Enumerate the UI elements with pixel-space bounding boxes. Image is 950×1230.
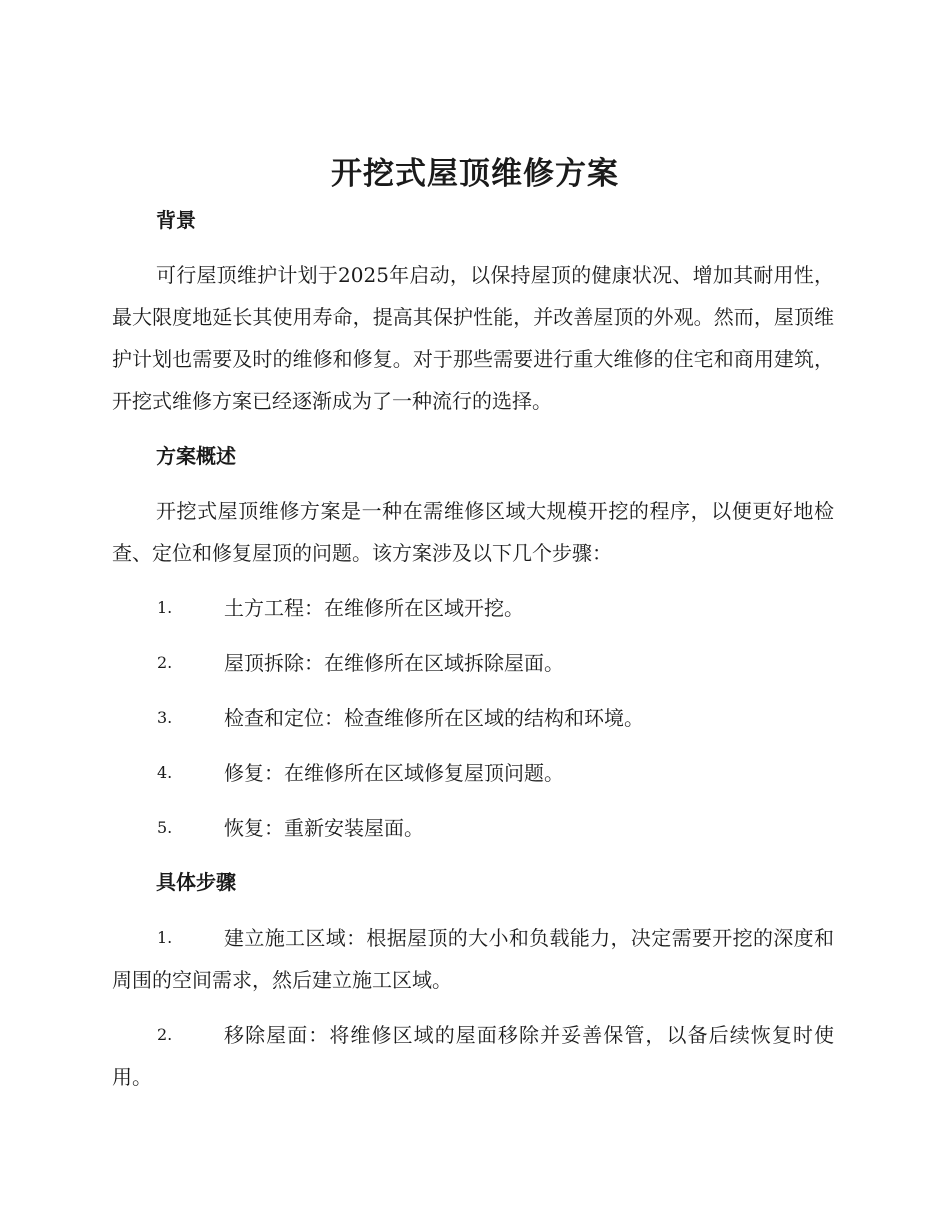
overview-paragraph: 开挖式屋顶维修方案是一种在需维修区域大规模开挖的程序，以便更好地检查、定位和修复屋顶的问题。该方案涉及以下几个步骤： [112, 499, 834, 565]
background-paragraph: 可行屋顶维护计划于2025年启动，以保持屋顶的健康状况、增加其耐用性，最大限度地延长其使用寿命，提高其保护性能，并改善屋顶的外观。然而，屋顶维护计划也需要及时的维修和修复。对于那些需要进行重大维修的住宅和商用建筑，开挖式维修方案已经逐渐成为了一种流行的选择。 [112, 263, 834, 413]
document-title: 开挖式屋顶维修方案 [331, 156, 619, 192]
list-item [112, 697, 834, 739]
list-item [112, 587, 834, 629]
list-item-text: 恢复：重新安装屋面。 [224, 816, 424, 840]
list-item-text: 检查和定位：检查维修所在区域的结构和环境。 [224, 706, 644, 730]
list-item-text: 土方工程：在维修所在区域开挖。 [224, 596, 524, 620]
list-item-number: 1. [157, 928, 173, 947]
list-item-number: 4. [157, 763, 173, 782]
section-heading-steps: 具体步骤 [156, 870, 236, 894]
list-item-number: 5. [157, 818, 173, 837]
list-item [112, 917, 834, 1001]
section-heading-background: 背景 [156, 208, 196, 232]
section-heading-overview: 方案概述 [156, 444, 236, 468]
list-item-text: 屋顶拆除：在维修所在区域拆除屋面。 [224, 651, 564, 675]
list-item-text: 修复：在维修所在区域修复屋顶问题。 [224, 761, 564, 785]
list-item-number: 3. [157, 708, 173, 727]
list-item [112, 752, 834, 794]
list-item-number: 2. [157, 1025, 173, 1044]
list-item-text: 移除屋面：将维修区域的屋面移除并妥善保管，以备后续恢复时使用。 [112, 1023, 834, 1089]
list-item-number: 2. [157, 653, 173, 672]
list-item-text: 建立施工区域：根据屋顶的大小和负载能力，决定需要开挖的深度和周围的空间需求，然后建立施工区域。 [112, 926, 834, 992]
list-item [112, 807, 834, 849]
list-item-number: 1. [157, 598, 173, 617]
list-item [112, 1014, 834, 1098]
list-item [112, 642, 834, 684]
